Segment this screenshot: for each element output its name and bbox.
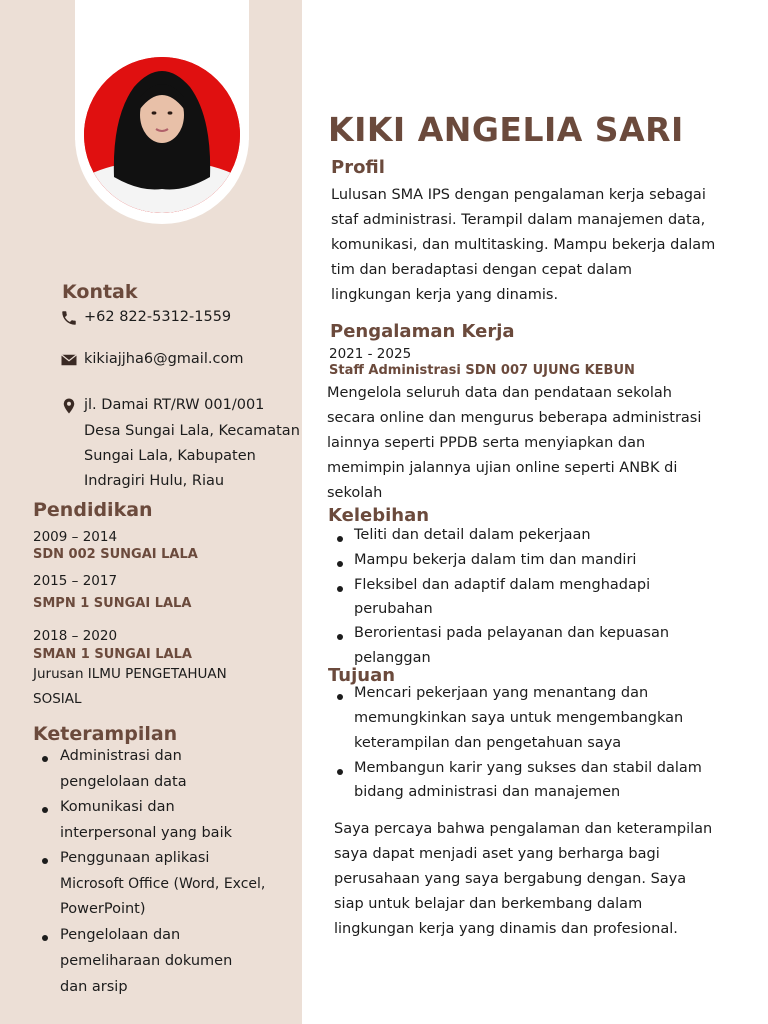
mail-icon [60,351,78,369]
work-description [327,381,701,506]
bullet [337,769,343,775]
edu-years: 2018 – 2020 [33,628,118,644]
profil-line: Lulusan SMA IPS dengan pengalaman kerja sebagai [331,187,706,203]
closing-line: saya dapat menjadi aset yang berharga bagi [334,846,660,862]
strength-item: pelanggan [354,650,431,666]
profil-line: lingkungan kerja yang dinamis. [331,287,559,303]
phone-icon [60,309,78,327]
strength-item: Fleksibel dan adaptif dalam menghadapi [354,577,651,593]
work-years: 2021 - 2025 [329,346,412,362]
closing-line: siap untuk belajar dan berkembang dalam [334,896,643,912]
work-role: Staff Administrasi SDN 007 UJUNG KEBUN [329,363,635,378]
goal-item: bidang administrasi dan manajemen [354,784,621,800]
edu-school: SMAN 1 SUNGAI LALA [33,647,192,662]
closing-paragraph [334,817,712,942]
profil-text [331,183,715,308]
bullet [42,807,48,813]
work-line: Mengelola seluruh data dan pendataan sekolah [327,385,672,401]
edu-major: SOSIAL [33,691,82,707]
work-line: lainnya seperti PPDB serta menyiapkan dan [327,435,646,451]
bullet [337,561,343,567]
goal-item: memungkinkan saya untuk mengembangkan [354,710,684,726]
pengalaman-title: Pengalaman Kerja [330,321,515,342]
goal-item: Membangun karir yang sukses dan stabil dalam [354,760,702,776]
kontak-title: Kontak [62,281,138,303]
bullet [42,935,48,941]
skill-item: pengelolaan data [60,774,187,790]
address-line: Indragiri Hulu, Riau [84,473,225,489]
keterampilan-title: Keterampilan [33,723,178,745]
skill-item: Penggunaan aplikasi [60,850,210,866]
edu-years: 2015 – 2017 [33,573,118,589]
strength-item: Berorientasi pada pelayanan dan kepuasan [354,625,670,641]
edu-years: 2009 – 2014 [33,529,118,545]
skill-item: pemeliharaan dokumen [60,953,233,969]
skill-item: Microsoft Office (Word, Excel, [60,876,266,892]
address-line: Sungai Lala, Kabupaten [84,448,256,464]
kelebihan-title: Kelebihan [328,505,430,526]
address-line: Desa Sungai Lala, Kecamatan [84,423,300,439]
bullet [42,858,48,864]
strength-item: Mampu bekerja dalam tim dan mandiri [354,552,637,568]
skill-item: interpersonal yang baik [60,825,232,841]
location-pin-icon [60,397,78,415]
work-line: sekolah [327,485,383,501]
edu-school: SDN 002 SUNGAI LALA [33,547,198,562]
strength-item: perubahan [354,601,433,617]
closing-line: perusahaan yang saya bergabung dengan. Saya [334,871,687,887]
full-name: KIKI ANGELIA SARI [328,110,684,149]
tujuan-title: Tujuan [328,665,396,686]
goal-item: keterampilan dan pengetahuan saya [354,735,622,751]
skill-item: PowerPoint) [60,901,146,917]
edu-major: Jurusan ILMU PENGETAHUAN [33,666,227,682]
profil-line: komunikasi, dan multitasking. Mampu bekerja dalam [331,237,716,253]
skill-item: Administrasi dan [60,748,182,764]
bullet [337,586,343,592]
phone-number[interactable]: +62 822-5312-1559 [84,309,232,325]
skill-item: Komunikasi dan [60,799,175,815]
skill-item: dan arsip [60,979,128,995]
profil-title: Profil [331,157,385,178]
pendidikan-title: Pendidikan [33,499,153,521]
goal-item: Mencari pekerjaan yang menantang dan [354,685,649,701]
email-address[interactable]: kikiajjha6@gmail.com [84,351,244,367]
closing-line: Saya percaya bahwa pengalaman dan keterampilan [334,821,713,837]
skill-item: Pengelolaan dan [60,927,181,943]
bullet [42,756,48,762]
bullet [337,694,343,700]
profil-line: tim dan beradaptasi dengan cepat dalam [331,262,632,278]
bullet [337,536,343,542]
profile-photo [84,57,240,213]
strength-item: Teliti dan detail dalam pekerjaan [354,527,591,543]
work-line: memimpin jalannya ujian online seperti ANBK di [327,460,678,476]
address-line: jl. Damai RT/RW 001/001 [84,397,265,413]
edu-school: SMPN 1 SUNGAI LALA [33,596,192,611]
profil-line: staf administrasi. Terampil dalam manajemen data, [331,212,706,228]
work-line: secara online dan mengurus beberapa administrasi [327,410,702,426]
closing-line: lingkungan kerja yang dinamis dan profesional. [334,921,678,937]
bullet [337,634,343,640]
